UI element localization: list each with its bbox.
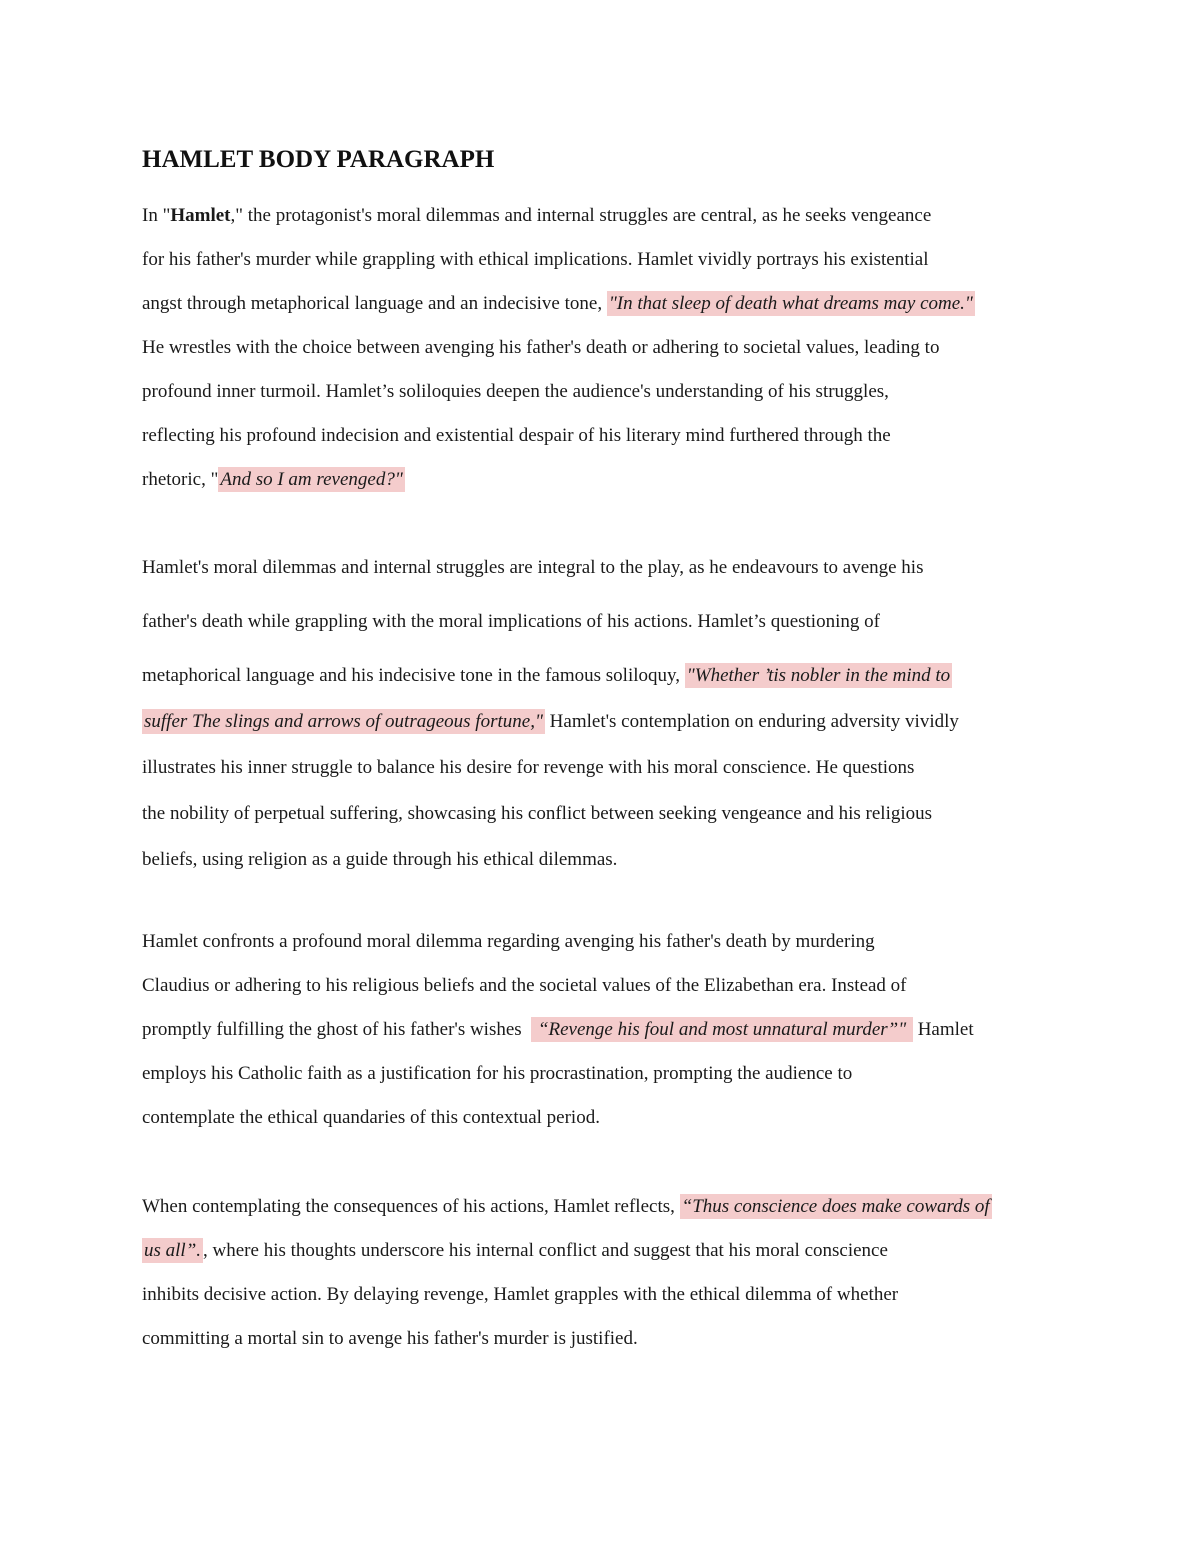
text-run: rhetoric, ": [142, 469, 219, 490]
body-paragraph-1: [142, 194, 1062, 502]
body-paragraph-3: [142, 920, 1062, 1140]
text-run: In ": [142, 205, 171, 226]
highlighted-quote: suffer The slings and arrows of outrageous fortune,": [144, 711, 543, 732]
text-line: [142, 1229, 1062, 1273]
text-line: beliefs, using religion as a guide through his ethical dilemmas.: [142, 849, 618, 870]
highlighted-quote: “Thus conscience does make cowards of: [681, 1196, 990, 1217]
text-line: father's death while grappling with the moral implications of his actions. Hamlet’s questioning of: [142, 611, 880, 632]
text-run: angst through metaphorical language and an indecisive tone,: [142, 293, 607, 314]
play-title: Hamlet: [170, 205, 231, 226]
text-line: inhibits decisive action. By delaying revenge, Hamlet grapples with the ethical dilemma of whether: [142, 1284, 899, 1305]
text-run: Hamlet's contemplation on enduring adversity vividly: [544, 711, 959, 732]
highlighted-quote: “Revenge his foul and most unnatural murder”": [533, 1019, 911, 1040]
text-line: Hamlet confronts a profound moral dilemma regarding avenging his father's death by murdering: [142, 931, 875, 952]
highlighted-quote: And so I am revenged?": [220, 469, 403, 490]
highlighted-quote: "In that sleep of death what dreams may come.": [608, 293, 973, 314]
highlighted-quote: us all”.: [144, 1240, 202, 1261]
body-paragraph-2: [142, 546, 1062, 884]
text-line: [142, 1008, 1062, 1052]
text-line: committing a mortal sin to avenge his father's murder is justified.: [142, 1328, 638, 1349]
text-line: for his father's murder while grappling with ethical implications. Hamlet vividly portrays his existential: [142, 249, 929, 270]
highlighted-quote: "Whether ’tis nobler in the mind to: [686, 665, 951, 686]
text-run: When contemplating the consequences of his actions, Hamlet reflects,: [142, 1196, 680, 1217]
text-line: Claudius or adhering to his religious beliefs and the societal values of the Elizabethan era. Instead of: [142, 975, 907, 996]
text-line: [142, 282, 1062, 326]
text-line: employs his Catholic faith as a justification for his procrastination, prompting the audience to: [142, 1063, 853, 1084]
text-run: ," the protagonist's moral dilemmas and internal struggles are central, as he seeks vengeance: [230, 205, 932, 226]
text-run: , where his thoughts underscore his internal conflict and suggest that his moral conscience: [203, 1240, 888, 1261]
document-page: [142, 0, 1062, 1553]
text-line: contemplate the ethical quandaries of this contextual period.: [142, 1107, 600, 1128]
text-run: Hamlet: [912, 1019, 974, 1040]
text-line: [142, 458, 1062, 502]
text-line: illustrates his inner struggle to balance his desire for revenge with his moral conscience. He questions: [142, 757, 915, 778]
document-title: HAMLET BODY PARAGRAPH: [142, 146, 495, 173]
text-line: He wrestles with the choice between avenging his father's death or adhering to societal values, leading to: [142, 337, 940, 358]
text-run: metaphorical language and his indecisive tone in the famous soliloquy,: [142, 665, 685, 686]
text-line: [142, 700, 1062, 746]
body-paragraph-4: [142, 1185, 1062, 1361]
text-line: the nobility of perpetual suffering, showcasing his conflict between seeking vengeance and his religious: [142, 803, 933, 824]
text-line: reflecting his profound indecision and existential despair of his literary mind furthered through the: [142, 425, 891, 446]
text-line: [142, 1185, 1062, 1229]
text-line: Hamlet's moral dilemmas and internal struggles are integral to the play, as he endeavours to avenge his: [142, 557, 924, 578]
text-line: profound inner turmoil. Hamlet’s soliloquies deepen the audience's understanding of his struggles,: [142, 381, 889, 402]
text-line: [142, 654, 1062, 700]
text-line: [142, 194, 1062, 238]
text-run: promptly fulfilling the ghost of his father's wishes: [142, 1019, 532, 1040]
